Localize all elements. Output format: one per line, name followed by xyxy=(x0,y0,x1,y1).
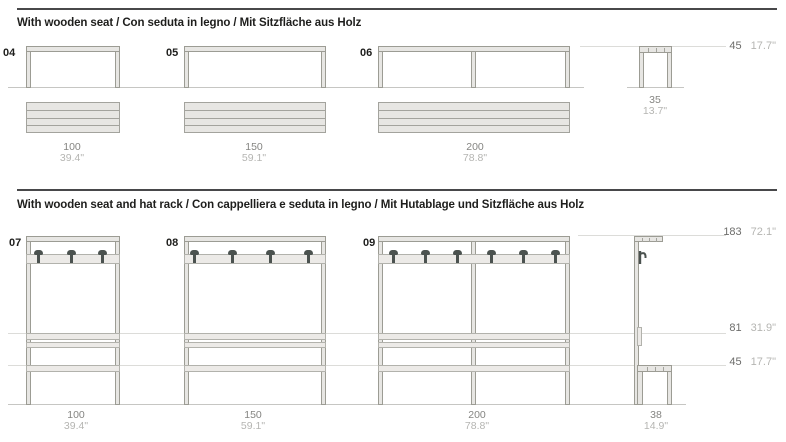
depth-label-unit xyxy=(626,410,686,431)
unit-side-shelf xyxy=(634,236,663,242)
width-cm: 100 xyxy=(63,141,81,153)
coat-hook-icon xyxy=(304,250,313,263)
bench-05-leg xyxy=(184,51,189,88)
dim-inch: 17.7" xyxy=(750,356,776,368)
height-dim-183 xyxy=(710,227,776,238)
width-inch: 59.1" xyxy=(240,420,266,432)
ground-line xyxy=(8,87,584,88)
coat-hook-icon xyxy=(67,250,76,263)
item-number: 08 xyxy=(166,237,179,249)
item-number: 06 xyxy=(360,47,373,59)
width-inch: 39.4" xyxy=(59,152,85,164)
unit-07-seat xyxy=(26,365,120,372)
dim-inch: 17.7" xyxy=(750,40,776,52)
height-dim-45 xyxy=(710,41,776,52)
unit-07-back-rail xyxy=(26,342,120,348)
unit-09-post xyxy=(565,241,570,405)
depth-cm: 38 xyxy=(650,409,662,421)
width-cm: 150 xyxy=(245,141,263,153)
width-cm: 200 xyxy=(466,141,484,153)
unit-07-post xyxy=(115,241,120,405)
coat-hook-icon xyxy=(228,250,237,263)
coat-hook-icon xyxy=(389,250,398,263)
dim-cm: 45 xyxy=(729,40,742,52)
section2-title: With wooden seat and hat rack / Con cappelliera e seduta in legno / Mit Hutablage und Sitzfläche aus Holz xyxy=(17,199,585,211)
unit-08-top-bar xyxy=(184,236,326,242)
bench-06-leg xyxy=(565,51,570,88)
width-label-06 xyxy=(445,142,505,163)
bench-06-leg xyxy=(471,51,476,88)
depth-cm: 35 xyxy=(649,94,661,106)
width-cm: 200 xyxy=(468,409,486,421)
coat-hook-icon xyxy=(266,250,275,263)
dim-cm: 183 xyxy=(723,226,742,238)
ground-line xyxy=(627,87,684,88)
unit-08-seat xyxy=(184,365,326,372)
height-dim-81 xyxy=(710,323,776,334)
depth-inch: 14.9" xyxy=(643,420,669,432)
width-inch: 78.8" xyxy=(462,152,488,164)
coat-hook-icon xyxy=(421,250,430,263)
unit-09-back-rail xyxy=(378,342,570,348)
coat-hook-icon xyxy=(487,250,496,263)
width-label-07 xyxy=(46,410,106,431)
item-number: 07 xyxy=(9,237,22,249)
depth-label-bench xyxy=(625,95,685,116)
unit-07-back-rail xyxy=(26,333,120,340)
bench-side-leg xyxy=(667,52,672,88)
bench-04-seat-front xyxy=(26,46,120,52)
width-label-04 xyxy=(42,142,102,163)
dim-cm: 81 xyxy=(729,322,742,334)
unit-08-back-rail xyxy=(184,342,326,348)
width-inch: 78.8" xyxy=(464,420,490,432)
unit-08-back-rail xyxy=(184,333,326,340)
bench-05-top-view xyxy=(184,102,326,133)
item-number: 04 xyxy=(3,47,16,59)
bench-05-leg xyxy=(321,51,326,88)
bench-04-top-view xyxy=(26,102,120,133)
unit-09-back-rail xyxy=(378,333,570,340)
depth-inch: 13.7" xyxy=(642,105,668,117)
height-dim-45 xyxy=(710,357,776,368)
bench-04-leg xyxy=(26,51,31,88)
bench-05-seat-front xyxy=(184,46,326,52)
unit-side-leg xyxy=(637,371,643,405)
coat-hook-icon xyxy=(190,250,199,263)
dim-cm: 45 xyxy=(729,356,742,368)
bench-06-leg xyxy=(378,51,383,88)
unit-09-seat xyxy=(378,365,570,372)
unit-side-leg xyxy=(667,371,672,405)
unit-09-post xyxy=(378,241,383,405)
unit-07-top-bar xyxy=(26,236,120,242)
unit-08-post xyxy=(184,241,189,405)
section1-divider xyxy=(17,8,777,10)
coat-hook-side-icon xyxy=(638,250,649,265)
ground-line xyxy=(8,404,686,405)
item-number: 09 xyxy=(363,237,376,249)
bench-side-leg xyxy=(639,52,644,88)
coat-hook-icon xyxy=(34,250,43,263)
section1-title: With wooden seat / Con seduta in legno / Mit Sitzfläche aus Holz xyxy=(17,17,362,29)
width-label-08 xyxy=(223,410,283,431)
coat-hook-icon xyxy=(551,250,560,263)
width-cm: 100 xyxy=(67,409,85,421)
width-inch: 59.1" xyxy=(241,152,267,164)
unit-09-hat-rack xyxy=(378,254,570,264)
width-cm: 150 xyxy=(244,409,262,421)
coat-hook-icon xyxy=(98,250,107,263)
dim-inch: 31.9" xyxy=(750,322,776,334)
unit-08-post xyxy=(321,241,326,405)
unit-07-post xyxy=(26,241,31,405)
coat-hook-icon xyxy=(519,250,528,263)
width-inch: 39.4" xyxy=(63,420,89,432)
width-label-09 xyxy=(447,410,507,431)
item-number: 05 xyxy=(166,47,179,59)
coat-hook-icon xyxy=(453,250,462,263)
width-label-05 xyxy=(224,142,284,163)
dim-inch: 72.1" xyxy=(750,226,776,238)
bench-04-leg xyxy=(115,51,120,88)
section2-divider xyxy=(17,189,777,191)
bench-06-top-view xyxy=(378,102,570,133)
unit-side-back-rail xyxy=(637,327,642,346)
unit-09-post xyxy=(471,241,476,405)
